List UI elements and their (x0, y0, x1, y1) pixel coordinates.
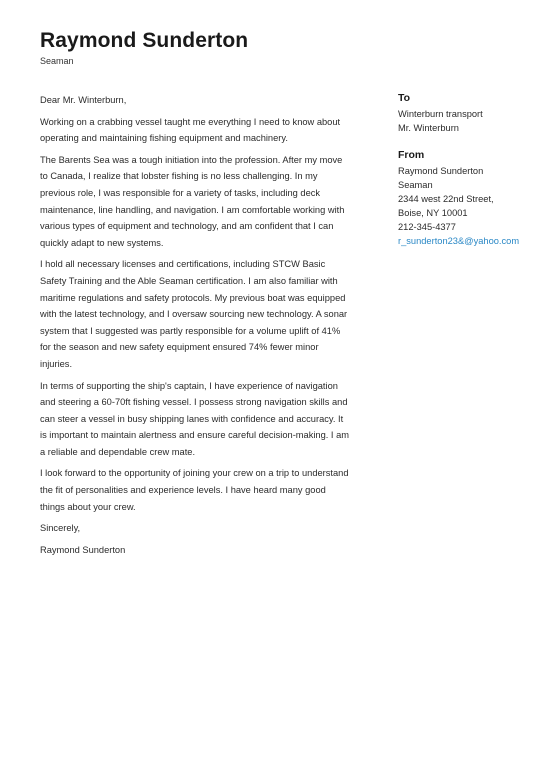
paragraph-3: I hold all necessary licenses and certifications, including STCW Basic Safety Training and the Able Seaman certification. I am also familiar with maritime regulations and safety protocols. My previous boat was equipped with the latest technology, and I oversaw sourcing new technology. A sonar system that I suggested was partly responsible for a volume uplift of 41% for the season and new safety equipment ensured 74% fewer minor injuries. (40, 259, 348, 369)
to-block (398, 91, 538, 135)
sender-name: Raymond Sunderton (398, 166, 484, 176)
sender-name-title: Raymond Sunderton (40, 29, 249, 52)
salutation: Dear Mr. Winterburn, (40, 95, 127, 105)
sender-email-link[interactable]: r_sunderton23&@yahoo.com (398, 236, 520, 246)
sender-city: Boise, NY 10001 (398, 208, 468, 218)
sender-role-subtitle: Seaman (40, 56, 74, 66)
letter-header (40, 28, 248, 67)
sender-role: Seaman (398, 180, 433, 190)
letter-body (40, 92, 352, 563)
recipient-name: Mr. Winterburn (398, 123, 459, 133)
contact-sidebar (398, 91, 538, 261)
paragraph-2: The Barents Sea was a tough initiation into the profession. After my move to Canada, I realize that lobster fishing is no less challenging. In my previous role, I was responsible for a variety of tasks, including deck maintenance, line handling, and navigation. I am comfortable working with various types of equipment and technology, and am confident that I can quickly adapt to new systems. (40, 154, 345, 248)
sender-street: 2344 west 22nd Street, (398, 194, 494, 204)
recipient-company: Winterburn transport (398, 109, 483, 119)
signature: Raymond Sunderton (40, 544, 126, 555)
from-heading: From (398, 149, 425, 161)
paragraph-4: In terms of supporting the ship's captain, I have experience of navigation and steering a 60-70ft fishing vessel. I possess strong navigation skills and can steer a vessel in busy shipping lanes with confidence and accuracy. It is important to maintain alertness and ensure careful decision-making. I am a reliable and dependable crew mate. (40, 380, 350, 457)
paragraph-1: Working on a crabbing vessel taught me everything I need to know about operating and maintaining fishing equipment and machinery. (40, 116, 341, 144)
to-heading: To (398, 92, 411, 104)
paragraph-5: I look forward to the opportunity of joining your crew on a trip to understand the fit of personalities and experience levels. I have heard many good things about your crew. (40, 468, 349, 512)
sender-phone: 212-345-4377 (398, 222, 456, 232)
closing: Sincerely, (40, 523, 81, 534)
from-block (398, 148, 538, 248)
